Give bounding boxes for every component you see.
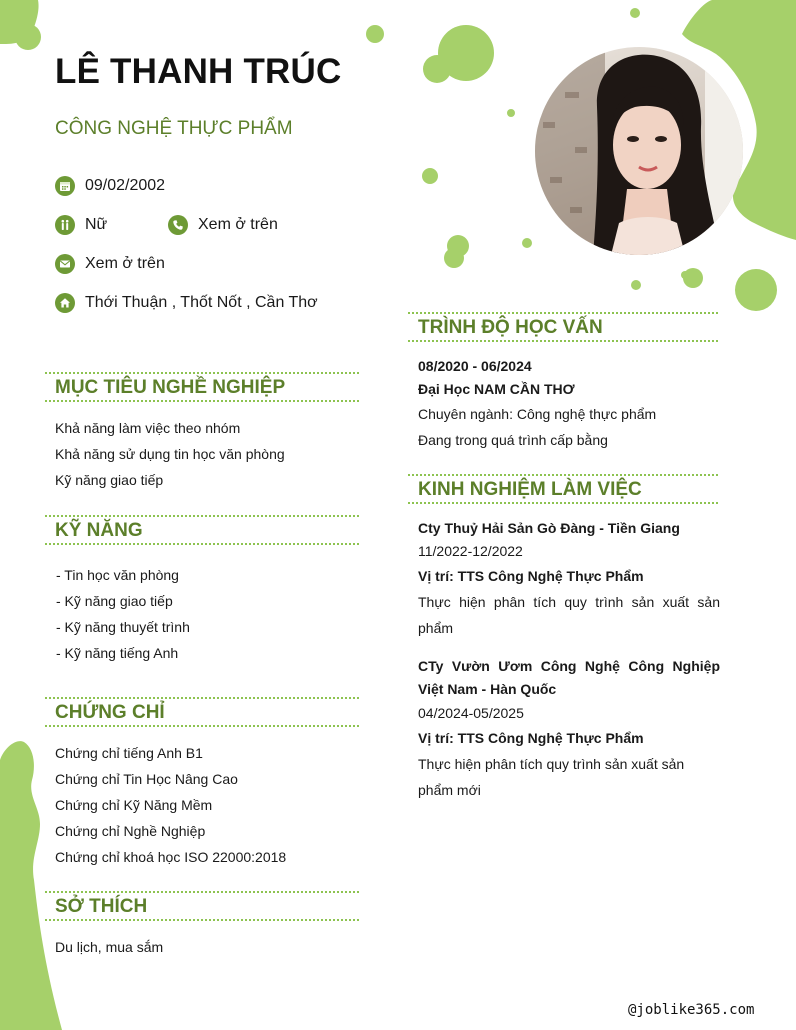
list-item: - Kỹ năng giao tiếp: [56, 593, 173, 609]
info-gender: [55, 215, 107, 235]
gender-icon: [55, 215, 75, 235]
experience-title: KINH NGHIỆM LÀM VIỆC: [418, 479, 642, 500]
list-item: Chứng chỉ tiếng Anh B1: [55, 745, 203, 761]
watermark-text: @joblike365.com: [628, 1002, 755, 1018]
job-period: 11/2022-12/2022: [418, 543, 523, 559]
education-period: 08/2020 - 06/2024: [418, 358, 532, 374]
list-item: Chứng chỉ Nghề Nghiệp: [55, 823, 206, 839]
deco-dot: [366, 25, 384, 43]
experience-header: [408, 474, 718, 504]
list-item: - Tin học văn phòng: [56, 567, 179, 583]
deco-dot: [423, 55, 451, 83]
objective-title: MỤC TIÊU NGHỀ NGHIỆP: [55, 377, 286, 398]
deco-dot: [681, 271, 689, 279]
deco-dot: [507, 109, 515, 117]
job-description: Thực hiện phân tích quy trình sản xuất sản phẩm: [418, 594, 720, 636]
education-title: TRÌNH ĐỘ HỌC VẤN: [418, 317, 603, 338]
candidate-role: CÔNG NGHỆ THỰC PHẨM: [55, 118, 293, 139]
deco-dot: [444, 248, 464, 268]
list-item: Chứng chỉ Kỹ Năng Mềm: [55, 797, 213, 813]
gender-text: Nữ: [85, 216, 108, 233]
list-item: Khả năng sử dụng tin học văn phòng: [55, 446, 285, 462]
job-period: 04/2024-05/2025: [418, 705, 524, 721]
education-major: Chuyên ngành: Công nghệ thực phẩm: [418, 406, 657, 422]
list-item: - Kỹ năng thuyết trình: [56, 619, 190, 635]
job-company: CTy Vườn Ươm Công Nghệ Công Nghiệp Việt Nam - Hàn Quốc: [418, 658, 720, 697]
phone-text: Xem ở trên: [198, 216, 278, 233]
deco-dot: [630, 8, 640, 18]
job-description: Thực hiện phân tích quy trình sản xuất sản phẩm mới: [418, 756, 685, 798]
mail-icon: [55, 254, 75, 274]
job-position: Vị trí: TTS Công Nghệ Thực Phẩm: [418, 568, 644, 584]
phone-icon: [168, 215, 188, 235]
calendar-icon: [55, 176, 75, 196]
education-status: Đang trong quá trình cấp bằng: [418, 432, 608, 448]
skills-title: KỸ NĂNG: [55, 520, 143, 541]
email-text: Xem ở trên: [85, 255, 165, 272]
profile-photo: [535, 47, 743, 255]
certificates-title: CHỨNG CHỈ: [55, 702, 165, 723]
list-item: - Kỹ năng tiếng Anh: [56, 645, 179, 661]
info-phone: [168, 215, 278, 235]
certificates-header: [45, 697, 359, 727]
deco-dot: [522, 238, 532, 248]
education-school: Đại Học NAM CẦN THƠ: [418, 381, 575, 397]
list-item: Khả năng làm việc theo nhóm: [55, 420, 241, 436]
birthday-text: 09/02/2002: [85, 177, 166, 194]
list-item: Chứng chỉ Tin Học Nâng Cao: [55, 771, 238, 787]
deco-dot: [631, 280, 641, 290]
skills-header: [45, 515, 359, 545]
objective-header: [45, 372, 359, 402]
hobbies-header: [45, 891, 359, 921]
bottom-left-blob: [0, 741, 62, 1030]
education-header: [408, 312, 718, 342]
home-icon: [55, 293, 75, 313]
hobbies-title: SỞ THÍCH: [55, 896, 148, 917]
address-text: Thới Thuận , Thốt Nốt , Cần Thơ: [85, 294, 318, 311]
deco-dot: [422, 168, 438, 184]
deco-dot: [735, 269, 777, 311]
deco-dot: [15, 24, 41, 50]
info-birthday: [55, 176, 165, 196]
info-email: [55, 254, 165, 274]
job-position: Vị trí: TTS Công Nghệ Thực Phẩm: [418, 730, 644, 746]
list-item: Kỹ năng giao tiếp: [55, 472, 164, 488]
info-address: [55, 293, 318, 313]
list-item: Chứng chỉ khoá học ISO 22000:2018: [55, 849, 287, 865]
job-company: Cty Thuỷ Hải Sản Gò Đàng - Tiền Giang: [418, 520, 680, 536]
hobbies-text: Du lịch, mua sắm: [55, 939, 164, 955]
candidate-name: LÊ THANH TRÚC: [55, 52, 342, 91]
